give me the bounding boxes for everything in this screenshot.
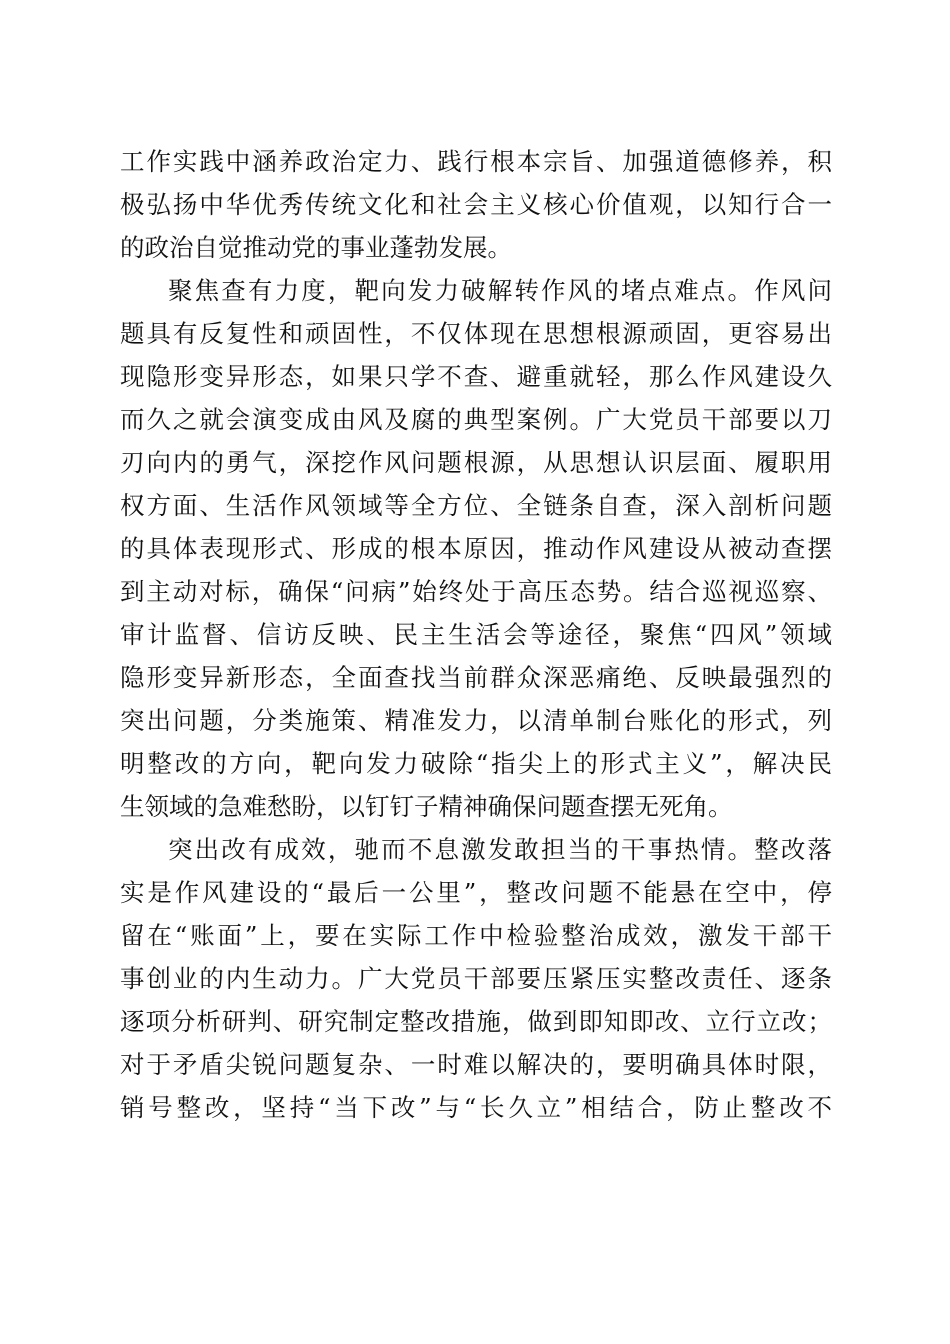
text-line: 销号整改，坚持“当下改”与“长久立”相结合，防止整改不 [120, 1093, 832, 1122]
text-line: 到主动对标，确保“问病”始终处于高压态势。结合巡视巡察、 [120, 577, 832, 606]
text-line: 对于矛盾尖锐问题复杂、一时难以解决的，要明确具体时限， [120, 1050, 832, 1079]
text-line: 明整改的方向，靶向发力破除“指尖上的形式主义”，解决民 [120, 749, 832, 778]
text-line: 留在“账面”上，要在实际工作中检验整治成效，激发干部干 [120, 921, 832, 950]
text-line: 工作实践中涵养政治定力、践行根本宗旨、加强道德修养，积 [120, 147, 832, 176]
text-line: 的政治自觉推动党的事业蓬勃发展。 [120, 233, 512, 262]
text-line: 突出问题，分类施策、精准发力，以清单制台账化的形式，列 [120, 706, 832, 735]
text-line: 题具有反复性和顽固性，不仅体现在思想根源顽固，更容易出 [120, 319, 832, 348]
text-line: 隐形变异新形态，全面查找当前群众深恶痛绝、反映最强烈的 [120, 663, 832, 692]
paragraph-first-line: 聚焦查有力度，靶向发力破解转作风的堵点难点。作风问 [168, 276, 832, 305]
text-line: 实是作风建设的“最后一公里”，整改问题不能悬在空中，停 [120, 878, 832, 907]
text-line: 的具体表现形式、形成的根本原因，推动作风建设从被动查摆 [120, 534, 832, 563]
text-line: 生领域的急难愁盼，以钉钉子精神确保问题查摆无死角。 [120, 792, 733, 821]
paragraph-first-line: 突出改有成效，驰而不息激发敢担当的干事热情。整改落 [168, 835, 832, 864]
text-line: 而久之就会演变成由风及腐的典型案例。广大党员干部要以刀 [120, 405, 832, 434]
text-line: 权方面、生活作风领域等全方位、全链条自查，深入剖析问题 [120, 491, 832, 520]
text-line: 审计监督、信访反映、民主生活会等途径，聚焦“四风”领域 [120, 620, 832, 649]
text-line: 现隐形变异形态，如果只学不查、避重就轻，那么作风建设久 [120, 362, 832, 391]
text-line: 刃向内的勇气，深挖作风问题根源，从思想认识层面、履职用 [120, 448, 832, 477]
text-line: 事创业的内生动力。广大党员干部要压紧压实整改责任、逐条 [120, 964, 832, 993]
text-line: 逐项分析研判、研究制定整改措施，做到即知即改、立行立改； [120, 1007, 832, 1036]
text-line: 极弘扬中华优秀传统文化和社会主义核心价值观，以知行合一 [120, 190, 832, 219]
